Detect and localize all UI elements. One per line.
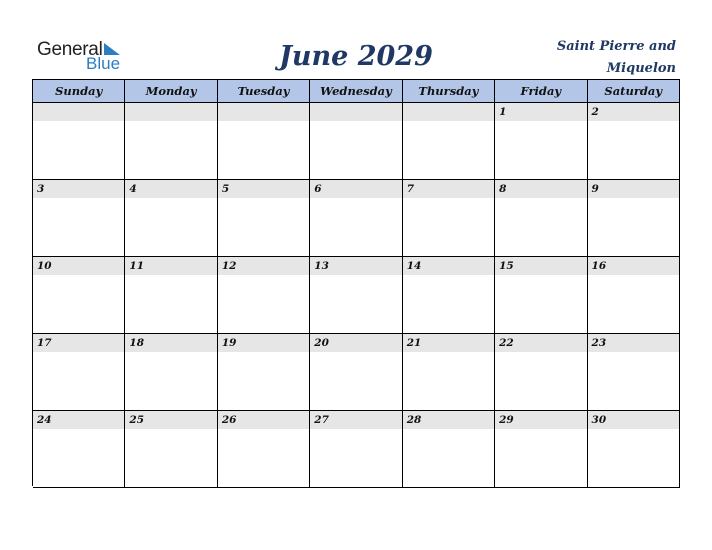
- day-cell: [310, 180, 402, 257]
- day-band: [588, 411, 679, 429]
- day-band: [403, 257, 494, 275]
- day-band: [495, 411, 586, 429]
- day-band: [588, 334, 679, 352]
- region-label: [506, 36, 676, 80]
- day-band: [588, 180, 679, 198]
- day-number: 27: [314, 414, 329, 426]
- day-band: [310, 257, 401, 275]
- week-row-5: [33, 411, 680, 488]
- day-band: [218, 411, 309, 429]
- day-cell: [218, 257, 310, 334]
- day-number: 10: [37, 260, 52, 272]
- day-number: 13: [314, 260, 329, 272]
- day-band: [403, 180, 494, 198]
- day-cell: [403, 103, 495, 180]
- day-cell: [218, 180, 310, 257]
- day-number: 19: [221, 337, 237, 349]
- day-number: 11: [129, 260, 145, 272]
- region-line-2: Miquelon: [606, 61, 676, 76]
- day-band: [125, 257, 216, 275]
- day-number: 26: [221, 414, 237, 426]
- day-cell: [125, 103, 217, 180]
- day-band: [403, 103, 494, 121]
- day-cell: [495, 257, 587, 334]
- calendar-grid: [32, 79, 680, 486]
- day-band: [33, 334, 124, 352]
- day-band: [403, 334, 494, 352]
- day-number: 16: [591, 260, 607, 272]
- day-cell: [588, 180, 680, 257]
- day-number: 21: [406, 337, 422, 349]
- day-number: 28: [406, 414, 422, 426]
- day-cell: [588, 334, 680, 411]
- day-number: 12: [221, 260, 237, 272]
- day-number: 20: [314, 337, 329, 349]
- day-cell: [495, 103, 587, 180]
- week-row-3: [33, 257, 680, 334]
- day-number: 29: [499, 414, 514, 426]
- weekday-header-row: [33, 80, 680, 103]
- day-cell: [310, 257, 402, 334]
- day-band: [588, 103, 679, 121]
- day-cell: [310, 411, 402, 488]
- day-number: 24: [37, 414, 52, 426]
- day-number: 8: [499, 183, 507, 195]
- day-number: 18: [129, 337, 145, 349]
- day-cell: [33, 411, 125, 488]
- day-cell: [403, 257, 495, 334]
- day-cell: [495, 180, 587, 257]
- day-band: [495, 257, 586, 275]
- day-cell: [33, 103, 125, 180]
- day-cell: [588, 103, 680, 180]
- day-band: [33, 180, 124, 198]
- day-cell: [495, 334, 587, 411]
- day-number: 2: [591, 106, 599, 118]
- weekday-sunday: Sunday: [33, 80, 125, 103]
- day-band: [588, 257, 679, 275]
- day-number: 7: [406, 183, 414, 195]
- weekday-thursday: Thursday: [403, 80, 495, 103]
- day-band: [218, 180, 309, 198]
- logo-general-text: General: [37, 39, 103, 60]
- day-number: 23: [591, 337, 607, 349]
- day-number: 15: [499, 260, 514, 272]
- day-cell: [588, 257, 680, 334]
- day-cell: [33, 334, 125, 411]
- day-number: 17: [37, 337, 52, 349]
- day-cell: [33, 180, 125, 257]
- day-band: [125, 411, 216, 429]
- week-row-4: [33, 334, 680, 411]
- day-number: 4: [129, 183, 137, 195]
- day-band: [403, 411, 494, 429]
- logo-blue-text: Blue: [86, 54, 121, 73]
- weekday-wednesday: Wednesday: [310, 80, 402, 103]
- region-line-1: Saint Pierre and: [556, 39, 676, 54]
- calendar-title: June 2029: [279, 41, 433, 72]
- day-band: [495, 103, 586, 121]
- day-cell: [588, 411, 680, 488]
- day-cell: [310, 103, 402, 180]
- day-band: [33, 257, 124, 275]
- day-number: 6: [314, 183, 322, 195]
- weekday-friday: Friday: [495, 80, 587, 103]
- day-band: [495, 180, 586, 198]
- day-band: [125, 334, 216, 352]
- day-band: [125, 180, 216, 198]
- day-cell: [125, 334, 217, 411]
- day-number: 14: [406, 260, 422, 272]
- day-cell: [33, 257, 125, 334]
- day-cell: [310, 334, 402, 411]
- day-number: 1: [499, 106, 507, 118]
- weekday-tuesday: Tuesday: [218, 80, 310, 103]
- day-number: 3: [37, 183, 45, 195]
- day-cell: [218, 334, 310, 411]
- day-cell: [218, 411, 310, 488]
- day-band: [33, 103, 124, 121]
- day-cell: [125, 257, 217, 334]
- day-cell: [495, 411, 587, 488]
- day-cell: [403, 411, 495, 488]
- generalblue-logo: [37, 40, 137, 76]
- day-band: [310, 411, 401, 429]
- day-cell: [218, 103, 310, 180]
- day-band: [218, 257, 309, 275]
- day-band: [310, 334, 401, 352]
- day-band: [33, 411, 124, 429]
- day-cell: [125, 411, 217, 488]
- day-band: [310, 180, 401, 198]
- day-number: 22: [499, 337, 514, 349]
- day-cell: [125, 180, 217, 257]
- weekday-monday: Monday: [125, 80, 217, 103]
- weekday-saturday: Saturday: [588, 80, 680, 103]
- day-band: [495, 334, 586, 352]
- day-band: [218, 334, 309, 352]
- day-band: [310, 103, 401, 121]
- day-number: 30: [591, 414, 607, 426]
- day-cell: [403, 180, 495, 257]
- day-cell: [403, 334, 495, 411]
- day-number: 5: [221, 183, 230, 195]
- day-band: [218, 103, 309, 121]
- day-number: 9: [591, 183, 599, 195]
- day-band: [125, 103, 216, 121]
- week-row-1: [33, 103, 680, 180]
- week-row-2: [33, 180, 680, 257]
- day-number: 25: [129, 414, 145, 426]
